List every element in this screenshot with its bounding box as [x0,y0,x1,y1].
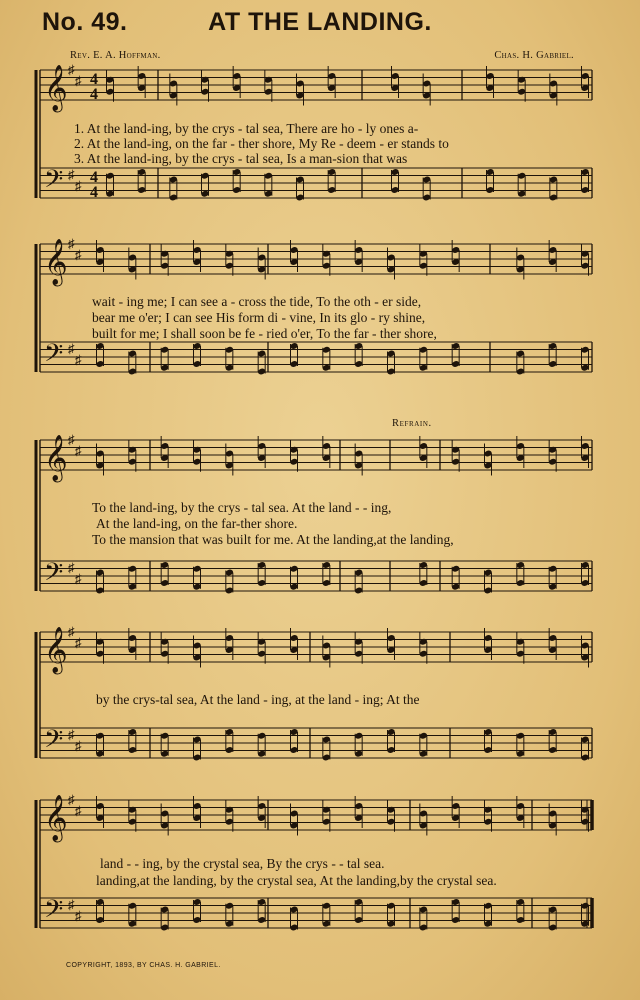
bass-clef: 𝄢 [44,165,64,200]
sharp-sign: ♯ [75,908,82,923]
lyric-line: landing,at the landing, by the crystal sea, At the landing,by the crystal sea. [96,873,497,888]
bass-clef: 𝄢 [44,895,64,930]
sharp-sign: ♯ [75,635,82,650]
hymn-title: AT THE LANDING. [208,8,432,36]
lyric-line: bear me o'er; I can see His form di - vine, In its glo - ry shine, [92,310,426,325]
time-signature: 4 [90,184,98,201]
sharp-sign: ♯ [68,236,75,251]
copyright-notice: COPYRIGHT, 1893, BY CHAS. H. GABRIEL. [66,962,221,969]
bass-clef: 𝄢 [44,339,64,374]
composer-credit: Chas. H. Gabriel. [494,50,574,61]
sharp-sign: ♯ [68,897,75,912]
sharp-sign: ♯ [75,352,82,367]
sharp-sign: ♯ [75,73,82,88]
treble-clef: 𝄞 [44,627,68,673]
lyric-line: At the land-ing, on the far-ther shore. [96,516,298,531]
lyric-line: To the land-ing, by the crys - tal sea. At the land - - ing, [92,500,392,515]
treble-clef: 𝄞 [44,435,68,481]
time-signature: 4 [90,86,98,103]
sharp-sign: ♯ [68,341,75,356]
refrain-label: Refrain. [392,418,432,429]
sharp-sign: ♯ [68,62,75,77]
lyric-line: by the crys-tal sea, At the land - ing, at the land - ing; At the [96,692,420,707]
author-credit: Rev. E. A. Hoffman. [70,50,161,61]
bass-clef: 𝄢 [44,725,64,760]
sharp-sign: ♯ [68,792,75,807]
hymn-number: No. 49. [42,8,128,36]
sharp-sign: ♯ [75,178,82,193]
sharp-sign: ♯ [75,571,82,586]
bass-clef: 𝄢 [44,558,64,593]
sharp-sign: ♯ [75,247,82,262]
time-signature: 4 [90,71,98,88]
lyric-line: 3. At the land-ing, by the crys - tal sea, Is a man-sion that was [74,151,408,166]
sharp-sign: ♯ [68,560,75,575]
treble-clef: 𝄞 [44,65,68,111]
time-signature: 4 [90,169,98,186]
sharp-sign: ♯ [75,738,82,753]
treble-clef: 𝄞 [44,239,68,285]
lyric-line: 2. At the land-ing, on the far - ther shore, My Re - deem - er stands to [74,136,449,151]
lyric-line: land - - ing, by the crystal sea, By the crys - - tal sea. [100,856,385,871]
sharp-sign: ♯ [75,803,82,818]
sharp-sign: ♯ [68,432,75,447]
lyric-line: wait - ing me; I can see a - cross the tide, To the oth - er side, [92,294,422,309]
sharp-sign: ♯ [75,443,82,458]
lyric-line: To the mansion that was built for me. At the landing,at the landing, [92,532,454,547]
lyric-line: built for me; I shall soon be fe - ried o'er, To the far - ther shore, [92,326,437,341]
sharp-sign: ♯ [68,624,75,639]
lyric-line: 1. At the land-ing, by the crys - tal sea, There are ho - ly ones a- [74,121,419,136]
treble-clef: 𝄞 [44,795,68,841]
sharp-sign: ♯ [68,167,75,182]
sharp-sign: ♯ [68,727,75,742]
